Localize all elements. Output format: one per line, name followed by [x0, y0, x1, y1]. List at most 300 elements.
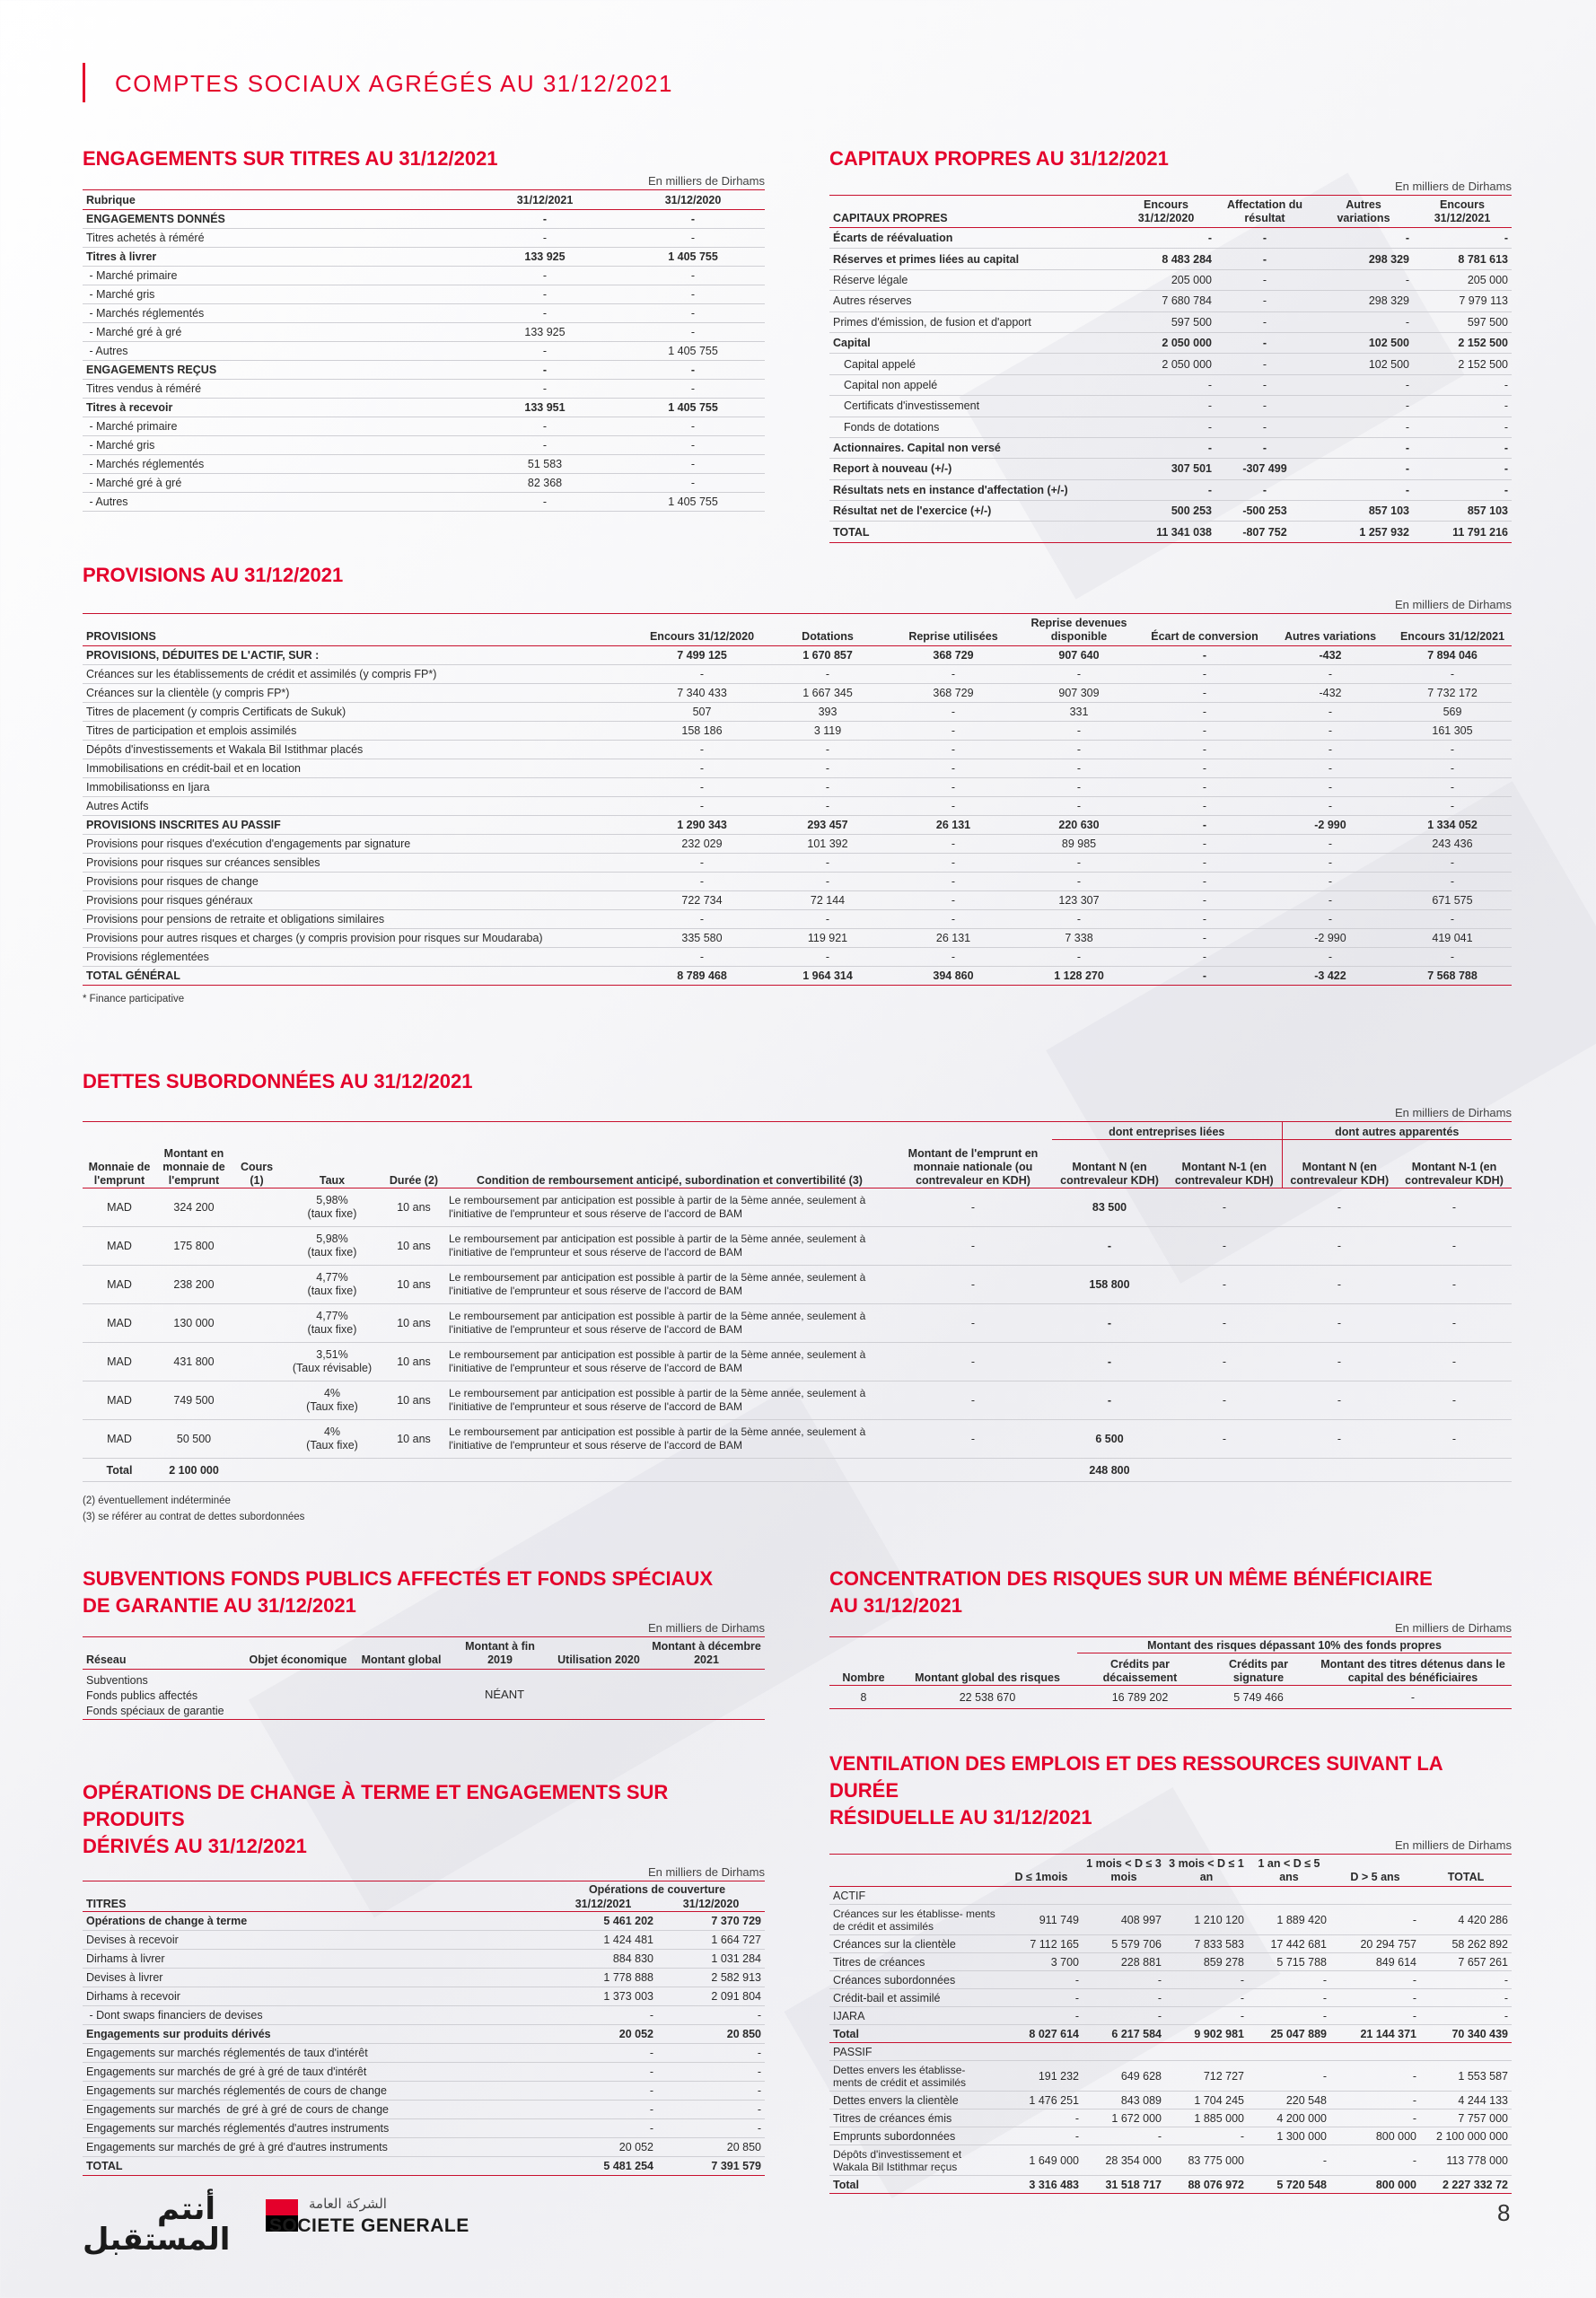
- cell: -: [1393, 854, 1512, 873]
- cell: -: [1165, 2007, 1248, 2025]
- cell: Provisions pour pensions de retraite et obligations similaires: [83, 910, 639, 929]
- table-row: [829, 2176, 1512, 2194]
- cell: 1 670 857: [765, 646, 890, 665]
- cell: 2 100 000: [156, 1459, 232, 1482]
- table-row: [83, 1304, 1512, 1343]
- cell: -: [1000, 1971, 1083, 1989]
- table-row: [83, 417, 765, 436]
- cell: -: [1016, 854, 1142, 873]
- cell: -: [1215, 374, 1314, 395]
- col-header: Montant des titres détenus dans le capital des bénéficiaires: [1320, 1658, 1505, 1684]
- col-header: Rubrique: [86, 194, 136, 206]
- cell: [232, 1266, 282, 1304]
- cell: -: [1314, 417, 1413, 437]
- cell: -: [765, 873, 890, 891]
- col-header: 3 mois < D ≤ 1 an: [1169, 1857, 1244, 1883]
- table-row: [83, 703, 1512, 722]
- table-row: [83, 342, 765, 361]
- table-row: [83, 1950, 765, 1969]
- rate-type: (Taux révisable): [292, 1362, 373, 1374]
- cell: 1 257 932: [1314, 522, 1413, 542]
- cell: -: [1117, 437, 1215, 458]
- cell: -: [469, 493, 621, 512]
- cell: -: [1393, 797, 1512, 816]
- cell: -: [1167, 1304, 1282, 1343]
- cell: -: [890, 759, 1016, 778]
- cell: 20 850: [657, 2138, 765, 2157]
- cell: 82 368: [469, 474, 621, 493]
- cell: -: [1052, 1227, 1167, 1266]
- concentration-section: [829, 1566, 1512, 1709]
- table-row: [83, 455, 765, 474]
- cell: [1000, 2043, 1083, 2061]
- table-row: [83, 2025, 765, 2044]
- table-row: [829, 417, 1512, 437]
- cell: -: [1314, 269, 1413, 290]
- cell: -: [1314, 396, 1413, 417]
- cell: -: [1117, 374, 1215, 395]
- cell: -: [639, 873, 765, 891]
- cell: MAD: [83, 1266, 156, 1304]
- cell: 1 778 888: [549, 1969, 657, 1987]
- section-title: OPÉRATIONS DE CHANGE À TERME ET ENGAGEMENTS SUR PRODUITS: [83, 1781, 669, 1830]
- table-row: [83, 1931, 765, 1950]
- cell: Provisions réglementées: [83, 948, 639, 967]
- cell: 907 640: [1016, 646, 1142, 665]
- cell: -: [890, 873, 1016, 891]
- cell: -: [1413, 374, 1512, 395]
- rate-type: (taux fixe): [307, 1207, 357, 1220]
- cell: -: [1397, 1420, 1512, 1459]
- table-row: [83, 891, 1512, 910]
- cell: -: [1397, 1266, 1512, 1304]
- table-row: [829, 1887, 1512, 1905]
- cell: Le remboursement par anticipation est possible à partir de la 5ème année, seulement à l'initiative de l'emprunteur et sous réserve de l'accord de BAM: [445, 1188, 894, 1227]
- cell: -: [1282, 1304, 1397, 1343]
- col-header: TITRES: [86, 1898, 127, 1910]
- footnote: * Finance participative: [83, 994, 185, 1004]
- cell: 849 614: [1330, 1953, 1420, 1971]
- rate-type: (taux fixe): [307, 1246, 357, 1259]
- cell: 800 000: [1330, 2176, 1420, 2194]
- cell: [232, 1420, 282, 1459]
- cell: 7 338: [1016, 929, 1142, 948]
- page-header-title: COMPTES SOCIAUX AGRÉGÉS AU 31/12/2021: [115, 70, 673, 97]
- cell: 238 200: [156, 1266, 232, 1304]
- cell: Provisions pour risques de change: [83, 873, 639, 891]
- cell: -: [1314, 374, 1413, 395]
- cell: -: [549, 2082, 657, 2101]
- cell: Dettes envers les établisse- ments de crédit et assimilés: [829, 2061, 1000, 2092]
- cell: -: [894, 1304, 1052, 1343]
- cell: -: [1000, 2127, 1083, 2145]
- cell: -: [1000, 1989, 1083, 2007]
- table-row: [83, 646, 1512, 665]
- cell: -432: [1267, 646, 1393, 665]
- table-row: [829, 311, 1512, 332]
- table-row: [83, 2101, 765, 2119]
- cell: Autres Actifs: [83, 797, 639, 816]
- col-header: D > 5 ans: [1350, 1871, 1400, 1883]
- cell: - Marchés réglementés: [83, 304, 469, 323]
- cell: ENGAGEMENTS REÇUS: [83, 361, 469, 380]
- cell: -: [1117, 417, 1215, 437]
- cell: 5 715 788: [1248, 1953, 1330, 1971]
- cell: 3 316 483: [1000, 2176, 1083, 2194]
- cell: 2 152 500: [1413, 354, 1512, 374]
- provisions-table: [83, 613, 1512, 986]
- rate-cell: [282, 1188, 382, 1227]
- cell: -: [1267, 854, 1393, 873]
- cell: 5 579 706: [1083, 1935, 1165, 1953]
- change-table: [83, 1881, 765, 2176]
- col-header: Montant à décembre 2021: [652, 1640, 761, 1666]
- table-row: [83, 493, 765, 512]
- table-row: [83, 474, 765, 493]
- table-row: [83, 816, 1512, 835]
- cell: 191 232: [1000, 2061, 1083, 2092]
- provisions-section: [83, 562, 1512, 1007]
- table-row: [83, 684, 1512, 703]
- cell: 205 000: [1413, 269, 1512, 290]
- cell: -: [1083, 2007, 1165, 2025]
- cell: Titres de participation et emplois assimilés: [83, 722, 639, 741]
- ventilation-table: [829, 1854, 1512, 2194]
- cell: Capital: [829, 332, 1117, 353]
- cell: 8 781 613: [1413, 249, 1512, 269]
- cell: 2 100 000 000: [1420, 2127, 1512, 2145]
- cell: -: [1117, 228, 1215, 249]
- cell: ENGAGEMENTS DONNÉS: [83, 210, 469, 229]
- cell: [232, 1459, 282, 1482]
- cell: -: [1052, 1343, 1167, 1381]
- table-row: [829, 479, 1512, 500]
- table-row: [829, 2092, 1512, 2109]
- cell: 331: [1016, 703, 1142, 722]
- table-row: [83, 361, 765, 380]
- cell: -: [1052, 1381, 1167, 1420]
- cell: [282, 1459, 382, 1482]
- cell: 3 700: [1000, 1953, 1083, 1971]
- cell: -: [1397, 1188, 1512, 1227]
- cell: 51 583: [469, 455, 621, 474]
- cell: 8 027 614: [1000, 2025, 1083, 2043]
- cell: [1282, 1459, 1397, 1482]
- cell: Le remboursement par anticipation est possible à partir de la 5ème année, seulement à l'initiative de l'emprunteur et sous réserve de l'accord de BAM: [445, 1381, 894, 1420]
- table-row: [83, 210, 765, 229]
- cell: 8 483 284: [1117, 249, 1215, 269]
- table-row: [83, 2044, 765, 2063]
- cell: Titres de créances: [829, 1953, 1000, 1971]
- cell: -: [894, 1343, 1052, 1381]
- cell: -: [890, 835, 1016, 854]
- cell: 394 860: [890, 967, 1016, 986]
- table-row: [83, 854, 1512, 873]
- cell: Engagements sur marchés réglementés de cours de change: [83, 2082, 549, 2101]
- table-row: [83, 835, 1512, 854]
- cell: -: [1016, 722, 1142, 741]
- cell: -: [1267, 910, 1393, 929]
- table-row: [83, 1912, 765, 1931]
- section-title: RÉSIDUELLE AU 31/12/2021: [829, 1806, 1092, 1829]
- col-header: TOTAL: [1447, 1871, 1485, 1883]
- cell: 20 052: [549, 2138, 657, 2157]
- table-row: [829, 2109, 1512, 2127]
- cell: -: [890, 722, 1016, 741]
- table-row: [83, 910, 1512, 929]
- cell: 101 392: [765, 835, 890, 854]
- cell: -: [1314, 228, 1413, 249]
- cell: -: [657, 2082, 765, 2101]
- cell: -: [890, 703, 1016, 722]
- cell: - Marchés réglementés: [83, 455, 469, 474]
- col-header: Monnaie de l'emprunt: [88, 1161, 151, 1187]
- section-title: AU 31/12/2021: [829, 1594, 962, 1617]
- cell: 1 476 251: [1000, 2092, 1083, 2109]
- table-row: [83, 399, 765, 417]
- cell: Provisions pour risques d'exécution d'engagements par signature: [83, 835, 639, 854]
- cell: -: [1282, 1266, 1397, 1304]
- col-header: Objet économique: [249, 1653, 347, 1666]
- cell: 5 461 202: [549, 1912, 657, 1931]
- concentration-table: [829, 1636, 1512, 1709]
- cell: 10 ans: [382, 1304, 445, 1343]
- cell: 749 500: [156, 1381, 232, 1420]
- cell: -: [469, 380, 621, 399]
- table-row: [829, 522, 1512, 542]
- cell: -: [1397, 1343, 1512, 1381]
- cell: 4 420 286: [1420, 1905, 1512, 1935]
- cell: 1 667 345: [765, 684, 890, 703]
- cell: Le remboursement par anticipation est possible à partir de la 5ème année, seulement à l'initiative de l'emprunteur et sous réserve de l'accord de BAM: [445, 1266, 894, 1304]
- cell: PROVISIONS INSCRITES AU PASSIF: [83, 816, 639, 835]
- cell: -: [894, 1188, 1052, 1227]
- cell: MAD: [83, 1227, 156, 1266]
- cell: -: [621, 455, 765, 474]
- cell: 293 457: [765, 816, 890, 835]
- cell: Report à nouveau (+/-): [829, 459, 1117, 479]
- cell: -: [469, 417, 621, 436]
- cell: 7 680 784: [1117, 291, 1215, 311]
- cell: -: [1142, 741, 1267, 759]
- cell: ACTIF: [829, 1887, 1000, 1905]
- group-header: dont autres apparentés: [1282, 1122, 1512, 1140]
- cell: [1083, 2043, 1165, 2061]
- cell: -: [1413, 437, 1512, 458]
- row-label: Fonds publics affectés: [86, 1689, 198, 1702]
- cell: -: [549, 2119, 657, 2138]
- cell: Dettes envers la clientèle: [829, 2092, 1000, 2109]
- cell: -: [639, 741, 765, 759]
- cell: -: [1000, 2007, 1083, 2025]
- table-row: [829, 1953, 1512, 1971]
- cell: -: [469, 436, 621, 455]
- cell: Capital appelé: [829, 354, 1117, 374]
- col-header: Reprise devenues disponible: [1030, 617, 1127, 643]
- cell: 7 568 788: [1393, 967, 1512, 986]
- cell: -: [765, 759, 890, 778]
- col-header: Montant N-1 (en contrevaleur KDH): [1167, 1140, 1282, 1188]
- cell: -: [621, 267, 765, 285]
- cell: 1 334 052: [1393, 816, 1512, 835]
- table-row: [83, 759, 1512, 778]
- cell: 161 305: [1393, 722, 1512, 741]
- cell: -: [890, 948, 1016, 967]
- cell: 228 881: [1083, 1953, 1165, 1971]
- table-row: [829, 2145, 1512, 2176]
- cell: -: [1282, 1381, 1397, 1420]
- cell: -: [621, 361, 765, 380]
- cell: -: [1397, 1304, 1512, 1343]
- cell: Devises à livrer: [83, 1969, 549, 1987]
- group-header: Montant des risques dépassant 10% des fonds propres: [1077, 1637, 1512, 1653]
- cell: [1248, 1887, 1330, 1905]
- cell: -: [621, 210, 765, 229]
- cell: -: [1248, 2007, 1330, 2025]
- cell: -: [890, 665, 1016, 684]
- cell: -: [1393, 741, 1512, 759]
- cell: -: [469, 210, 621, 229]
- cell: -807 752: [1215, 522, 1314, 542]
- cell: -: [1016, 741, 1142, 759]
- cell: -: [621, 436, 765, 455]
- cell: 2 050 000: [1117, 332, 1215, 353]
- cell: Immobilisations en crédit-bail et en location: [83, 759, 639, 778]
- cell: 133 925: [469, 248, 621, 267]
- unit-label: En milliers de Dirhams: [647, 1621, 765, 1635]
- cell: 884 830: [549, 1950, 657, 1969]
- change-section: [83, 1779, 765, 2176]
- cell: 2 091 804: [657, 1987, 765, 2006]
- cell: 17 442 681: [1248, 1935, 1330, 1953]
- cell: -: [1167, 1420, 1282, 1459]
- cell: 102 500: [1314, 354, 1413, 374]
- cell: 28 354 000: [1083, 2145, 1165, 2176]
- cell: -: [657, 2044, 765, 2063]
- col-header: Montant en monnaie de l'emprunt: [162, 1147, 225, 1187]
- table-row: [829, 459, 1512, 479]
- table-row: [83, 948, 1512, 967]
- cell: 649 628: [1083, 2061, 1165, 2092]
- cell: -: [621, 474, 765, 493]
- cell: Autres réserves: [829, 291, 1117, 311]
- unit-label: En milliers de Dirhams: [1394, 1838, 1512, 1852]
- cell: -307 499: [1215, 459, 1314, 479]
- cell: 1 128 270: [1016, 967, 1142, 986]
- cell: PASSIF: [829, 2043, 1000, 2061]
- unit-label: En milliers de Dirhams: [647, 1865, 765, 1879]
- cell: 7 833 583: [1165, 1935, 1248, 1953]
- cell: 335 580: [639, 929, 765, 948]
- cell: Créances sur les établissements de crédit et assimilés (y compris FP*): [83, 665, 639, 684]
- cell: -: [1413, 479, 1512, 500]
- cell: -: [1267, 948, 1393, 967]
- cell: 10 ans: [382, 1381, 445, 1420]
- cell: 10 ans: [382, 1343, 445, 1381]
- cell: 911 749: [1000, 1905, 1083, 1935]
- cell: 1 672 000: [1083, 2109, 1165, 2127]
- cell: -: [1397, 1227, 1512, 1266]
- cell: -: [1165, 1971, 1248, 1989]
- cell: Crédit-bail et assimilé: [829, 1989, 1000, 2007]
- cell: -: [1314, 437, 1413, 458]
- table-row: [83, 929, 1512, 948]
- table-row: [83, 323, 765, 342]
- cell: -: [1267, 703, 1393, 722]
- cell: -: [1393, 665, 1512, 684]
- cell: -: [1215, 479, 1314, 500]
- table-row: [83, 873, 1512, 891]
- table-row: [83, 797, 1512, 816]
- rate-value: 4%: [323, 1425, 341, 1438]
- table-row: [829, 249, 1512, 269]
- cell: -: [1016, 797, 1142, 816]
- cell: Créances sur la clientèle: [829, 1935, 1000, 1953]
- table-row: [829, 269, 1512, 290]
- cell: -: [1267, 797, 1393, 816]
- table-row: [83, 2138, 765, 2157]
- cell: 298 329: [1314, 249, 1413, 269]
- engagements-table: [83, 189, 765, 512]
- cell: -: [1165, 1989, 1248, 2007]
- cell: -: [1215, 332, 1314, 353]
- cell: -: [1248, 2145, 1330, 2176]
- cell: -: [765, 948, 890, 967]
- col-header: Crédits par signature: [1229, 1658, 1288, 1684]
- cell: -: [1000, 2109, 1083, 2127]
- col-header: Montant global: [361, 1653, 442, 1666]
- section-title: DÉRIVÉS AU 31/12/2021: [83, 1835, 307, 1857]
- cell: 1 300 000: [1248, 2127, 1330, 2145]
- cell: Primes d'émission, de fusion et d'apport: [829, 311, 1117, 332]
- col-header: Réseau: [86, 1653, 127, 1666]
- cell: 83 775 000: [1165, 2145, 1248, 2176]
- cell: TOTAL GÉNÉRAL: [83, 967, 639, 986]
- cell: 5 749 466: [1203, 1686, 1314, 1709]
- cell: Actionnaires. Capital non versé: [829, 437, 1117, 458]
- col-header: Durée (2): [389, 1174, 439, 1187]
- cell: -: [639, 759, 765, 778]
- cell: 9 902 981: [1165, 2025, 1248, 2043]
- cell: [232, 1304, 282, 1343]
- cell: -: [1142, 797, 1267, 816]
- cell: -: [765, 665, 890, 684]
- cell: -: [1215, 291, 1314, 311]
- cell: 83 500: [1052, 1188, 1167, 1227]
- table-row: [829, 374, 1512, 395]
- col-header: 31/12/2021: [574, 1898, 632, 1910]
- cell: -: [890, 741, 1016, 759]
- cell: -: [1420, 1971, 1512, 1989]
- table-row: [83, 2082, 765, 2101]
- section-title: ENGAGEMENTS SUR TITRES AU 31/12/2021: [83, 147, 498, 170]
- rate-cell: [282, 1343, 382, 1381]
- cell: -: [639, 778, 765, 797]
- cell: 368 729: [890, 684, 1016, 703]
- cell: 1 373 003: [549, 1987, 657, 2006]
- cell: TOTAL: [83, 2157, 549, 2176]
- cell: -: [1267, 891, 1393, 910]
- cell: -: [1142, 854, 1267, 873]
- cell: -: [1393, 948, 1512, 967]
- table-row: [829, 501, 1512, 522]
- cell: 1 405 755: [621, 342, 765, 361]
- cell: -: [1330, 2145, 1420, 2176]
- table-row: [83, 1381, 1512, 1420]
- table-row: [83, 267, 765, 285]
- cell: -: [1330, 1971, 1420, 1989]
- cell: -: [1083, 2127, 1165, 2145]
